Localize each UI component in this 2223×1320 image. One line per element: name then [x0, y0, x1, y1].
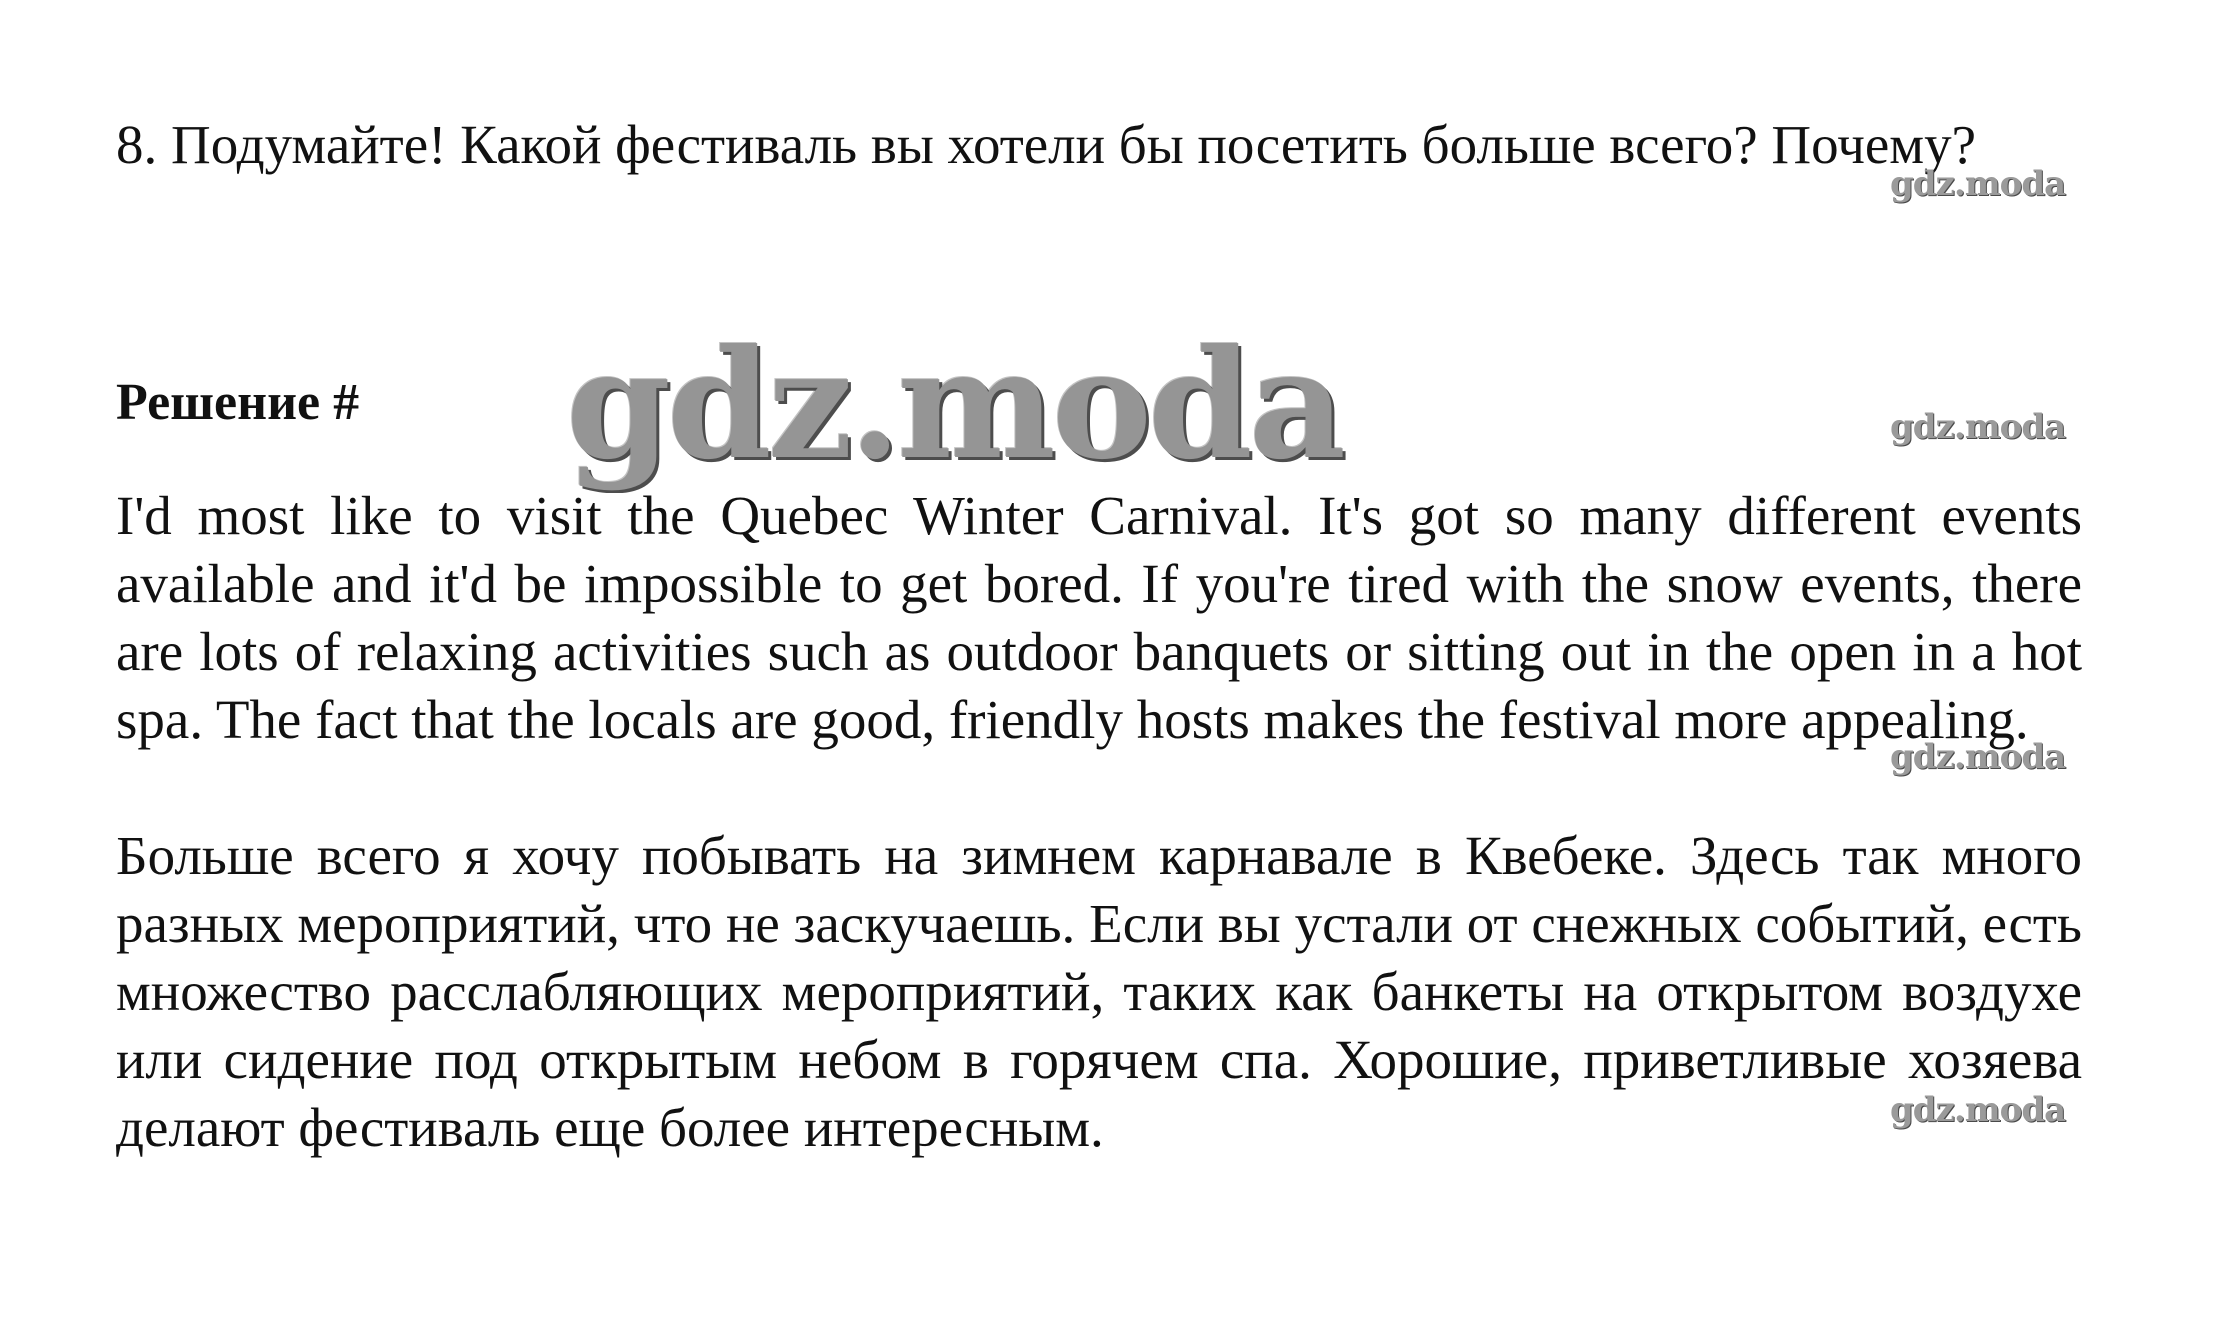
watermark-small: gdz.moda: [1890, 1090, 2066, 1130]
watermark-small: gdz.moda: [1890, 737, 2066, 777]
question-text: 8. Подумайте! Какой фестиваль вы хотели бы посетить больше всего? Почему?: [116, 114, 1977, 175]
answer-english: I'd most like to visit the Quebec Winter Carnival. It's got so many different events available and it'd be impossible to get bored. If you're tired with the snow events, there are lots of relaxing activities such as outdoor banquets or sitting out in the open in a hot spa. The fact that the locals are good, friendly hosts makes the festival more appealing.: [116, 485, 2082, 750]
watermark-small: gdz.moda: [1890, 164, 2066, 204]
watermark-large: gdz.moda: [566, 317, 1343, 493]
watermark-small: gdz.moda: [1890, 407, 2066, 447]
solution-heading: Решение #: [116, 374, 360, 431]
answer-russian: Больше всего я хочу побывать на зимнем карнавале в Квебеке. Здесь так много разных мероприятий, что не заскучаешь. Если вы устали от снежных событий, есть множество расслабляющих мероприятий, таких как банкеты на открытом воздухе или сидение под открытым небом в горячем спа. Хорошие, приветливые хозяева делают фестиваль еще более интересным.: [116, 825, 2082, 1158]
